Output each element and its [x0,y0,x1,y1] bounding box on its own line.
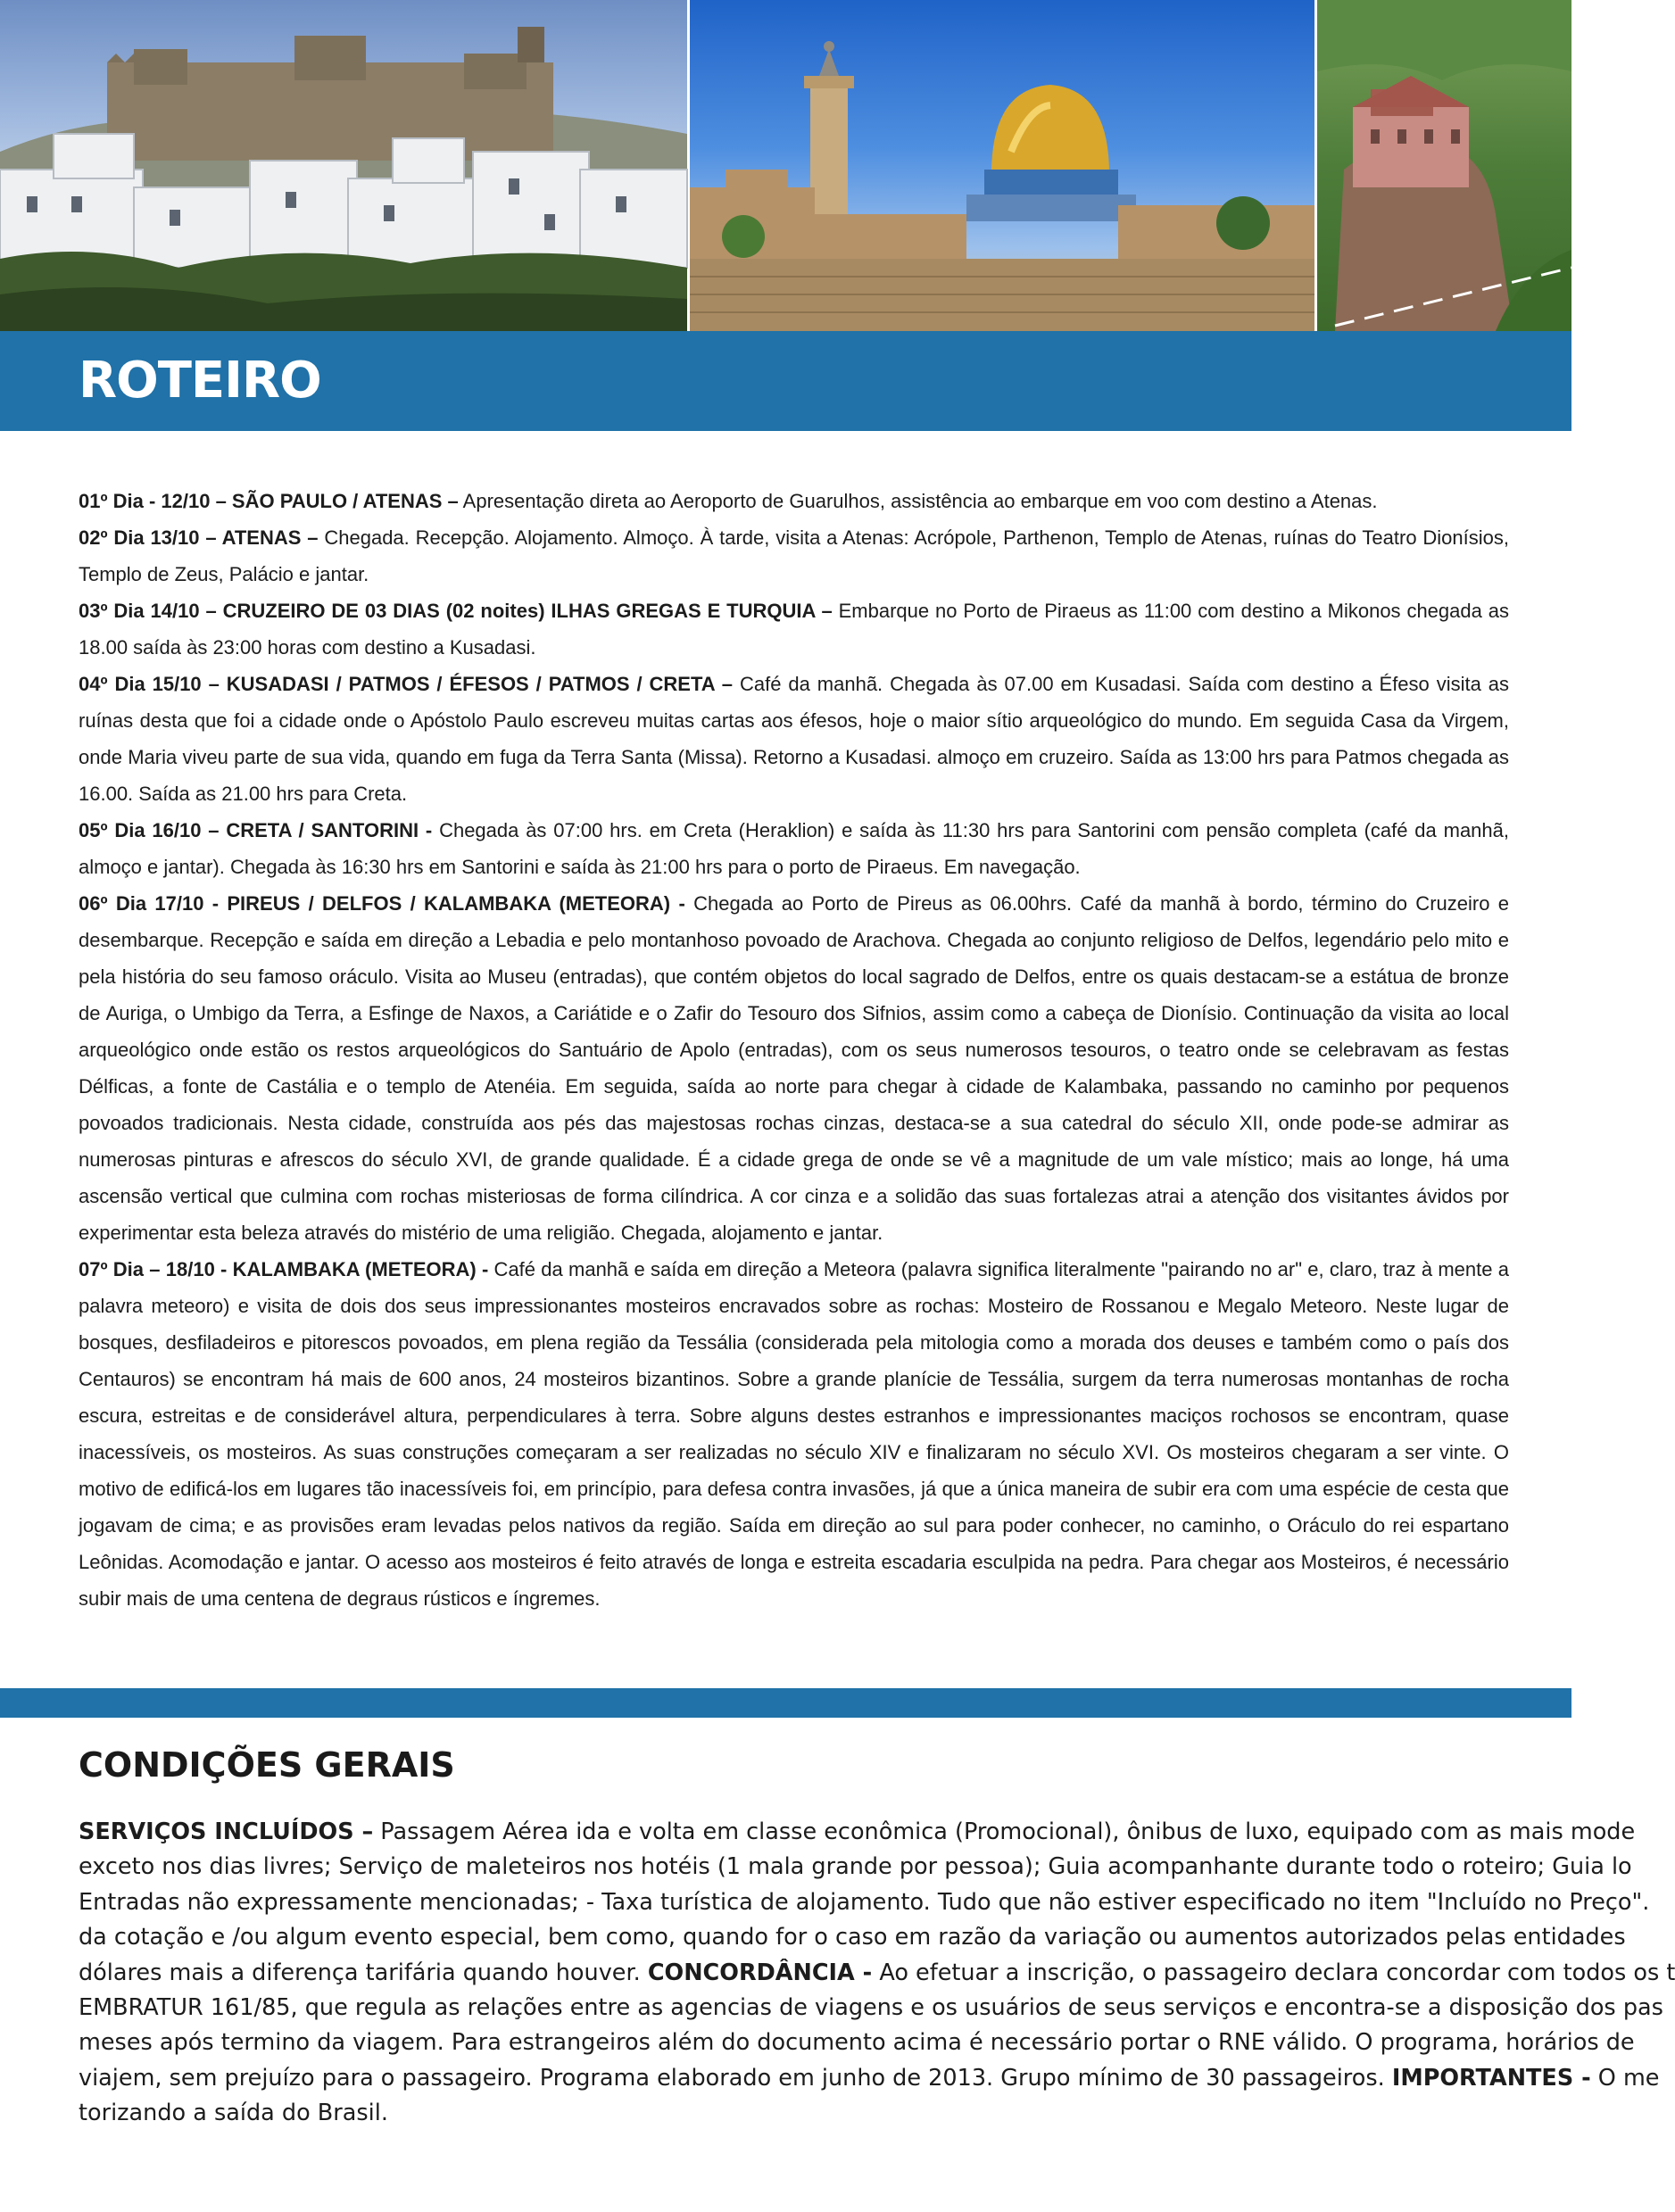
conditions-line [79,1850,1632,1885]
day-label: 07º Dia – 18/10 - KALAMBAKA (METEORA) - [79,1258,489,1280]
itinerary-day [79,519,1509,592]
section-divider [0,1688,1571,1718]
conditions-line-text: da cotação e /ou algum evento especial, bem como, quando for o caso em razão da variação ou aumentos autorizados pelas entidades [79,1924,1626,1951]
day-text: Chegada. Recepção. Alojamento. Almoço. À tarde, visita a Atenas: Acrópole, Parthenon, Templo de Atenas, ruínas do Teatro Dionísios, Templo de Zeus, Palácio e jantar. [79,526,1509,585]
conditions-line-text: meses após termino da viagem. Para estrangeiros além do documento acima é necessário portar o RNE válido. O programa, horários de [79,2029,1635,2057]
day-text: Embarque no Porto de Piraeus as 11:00 com destino a Mikonos chegada as 18.00 saída às 23:00 horas com destino a Kusadasi. [79,600,1510,659]
itinerary-text [79,483,1509,1617]
meteora-monastery-photo [1317,0,1571,331]
itinerary-day [79,812,1509,885]
conditions-heading: SERVIÇOS INCLUÍDOS – [79,1818,374,1845]
conditions-line-text: Passagem Aérea ida e volta em classe econômica (Promocional), ônibus de luxo, equipado com as mais mode [373,1818,1636,1845]
conditions-line [79,2061,1660,2096]
conditions-line-text: O me [1590,2064,1660,2092]
day-label: 04º Dia 15/10 – KUSADASI / PATMOS / ÉFESOS / PATMOS / CRETA – [79,673,734,695]
day-text: Café da manhã. Chegada às 07.00 em Kusadasi. Saída com destino a Éfeso visita as ruínas desta que foi a cidade onde o Apóstolo Paulo escreveu muitas cartas aos éfesos, hoje o maior sítio arqueológico do mundo. Em seguida Casa da Virgem, onde Maria viveu parte de sua vida, quando em fuga da Terra Santa (Missa). Retorno a Kusadasi. almoço em cruzeiro. Saída as 13:00 hrs para Patmos chegada as 16.00. Saída as 21.00 hrs para Creta. [79,673,1510,805]
conditions-line [79,1956,1675,1991]
conditions-line [79,1815,1636,1850]
roteiro-banner [0,331,1571,431]
day-text: Chegada às 07:00 hrs. em Creta (Heraklion) e saída às 11:30 hrs para Santorini com pensão completa (café da manhã, almoço e jantar). Chegada às 16:30 hrs em Santorini e saída às 21:00 hrs para o porto de Piraeus. Em navegação. [79,819,1509,878]
conditions-title: CONDIÇÕES GERAIS [79,1745,455,1785]
conditions-clip [0,1785,1675,2212]
conditions-line [79,2096,1587,2131]
itinerary-day [79,592,1509,666]
header-photo-strip [0,0,1571,331]
conditions-line-text: exceto nos dias livres; Serviço de maleteiros nos hotéis (1 mala grande por pessoa); Guia acompanhante durante todo o roteiro; Guia lo [79,1853,1632,1881]
itinerary-day [79,885,1509,1251]
itinerary-day [79,1251,1509,1617]
itinerary-day [79,666,1509,812]
conditions-line-text: torizando a saída do Brasil. [79,2100,388,2127]
conditions-line-text: Entradas não expressamente mencionadas; - Taxa turística de alojamento. Tudo que não estiver especificado no item "Incluído no Preço". [79,1888,1650,1916]
jerusalem-dome-of-the-rock-photo [690,0,1314,331]
conditions-line [79,1991,1663,2026]
day-text: Café da manhã e saída em direção a Meteora (palavra significa literalmente "pairando no ar" e, claro, traz à mente a palavra meteoro) e visita de dois dos seus impressionantes mosteiros encravados sobre as rochas: Mosteiro de Rossanou e Megalo Meteoro. Neste lugar de bosques, desfiladeiros e pitorescos povoados, em plena região da Tessália (considerada pela mitologia como a morada dos deuses e também como o país dos Centauros) se encontram há mais de 600 anos, 24 mosteiros bizantinos. Sobre a grande planície de Tessália, surgem da terra numerosas montanhas de rocha escura, estreitas e de considerável altura, perpendiculares à terra. Sobre alguns destes estranhos e impressionantes maciços rochosos se encontram, quase inacessíveis, os mosteiros. As suas construções começaram a ser realizadas no século XIV e finalizaram no século XVI. Os mosteiros chegaram a ser vinte. O motivo de edificá-los em lugares tão inacessíveis foi, em princípio, para defesa contra invasões, já que a única maneira de subir era com uma espécie de cesta que jogavam de cima; e as provisões eram levadas pelos nativos da região. Saída em direção ao sul para poder conhecer, no caminho, o Oráculo do rei espartano Leônidas. Acomodação e jantar. O acesso aos mosteiros é feito através de longa e estreita escadaria esculpida na pedra. Para chegar aos Mosteiros, é necessário subir mais de uma centena de degraus rústicos e íngremes. [79,1258,1509,1610]
conditions-line [79,2026,1635,2060]
conditions-text [79,1815,1675,2132]
day-label: 03º Dia 14/10 – CRUZEIRO DE 03 DIAS (02 noites) ILHAS GREGAS E TURQUIA – [79,600,833,622]
itinerary-day [79,483,1509,519]
conditions-heading: CONCORDÂNCIA - [647,1959,873,1986]
day-label: 01º Dia - 12/10 – SÃO PAULO / ATENAS – [79,490,459,512]
day-text: Apresentação direta ao Aeroporto de Guarulhos, assistência ao embarque em voo com destino a Atenas. [458,490,1378,512]
conditions-line-text: dólares mais a diferença tarifária quando houver. [79,1959,648,1986]
greek-island-castle-town-photo [0,0,687,331]
conditions-line [79,1920,1626,1955]
day-text: Chegada ao Porto de Pireus as 06.00hrs. Café da manhã à bordo, término do Cruzeiro e desembarque. Recepção e saída em direção a Lebadia e pelo montanhoso povoado de Arachova. Chegada ao conjunto religioso de Delfos, legendário pelo mito e pela história do seu famoso oráculo. Visita ao Museu (entradas), que contém objetos do local sagrado de Delfos, entre os quais destacam-se a estátua de bronze de Auriga, o Umbigo da Terra, a Esfinge de Naxos, a Cariátide e o Zafir do Tesouro dos Sifnios, assim como a cabeça de Dionísio. Continuação da visita ao local arqueológico onde estão os restos arqueológicos do Santuário de Apolo (entradas), com os seus numerosos tesouros, o teatro onde se celebravam as festas Délficas, a fonte de Castália e o templo de Atenéia. Em seguida, saída ao norte para chegar à cidade de Kalambaka, passando no caminho por pequenos povoados tradicionais. Nesta cidade, construída aos pés das majestosas rochas cinzas, destaca-se a sua catedral do século XII, onde pode-se admirar as numerosas pinturas e afrescos do século XVI, de grande qualidade. É a cidade grega de onde se vê a magnitude de um vale místico; mais ao longe, há uma ascensão vertical que culmina com rochas misteriosas de forma cilíndrica. A cor cinza e a solidão das suas fortalezas atrai a atenção dos visitantes ávidos por experimentar esta beleza através do mistério de uma religião. Chegada, alojamento e jantar. [79,892,1509,1244]
day-label: 02º Dia 13/10 – ATENAS – [79,526,319,549]
conditions-line-text: viajem, sem prejuízo para o passageiro. Programa elaborado em junho de 2013. Grupo mínimo de 30 passageiros. [79,2064,1392,2092]
day-label: 06º Dia 17/10 - PIREUS / DELFOS / KALAMBAKA (METEORA) - [79,892,685,915]
day-label: 05º Dia 16/10 – CRETA / SANTORINI - [79,819,433,841]
conditions-heading: IMPORTANTES - [1391,2064,1591,2092]
section-title: ROTEIRO [79,352,321,410]
conditions-line-text: Ao efetuar a inscrição, o passageiro declara concordar com todos os t [872,1959,1675,1986]
conditions-line [79,1885,1650,1920]
conditions-line-text: EMBRATUR 161/85, que regula as relações entre as agencias de viagens e os usuários de seus serviços e encontra-se a disposição dos pas [79,1994,1663,2022]
